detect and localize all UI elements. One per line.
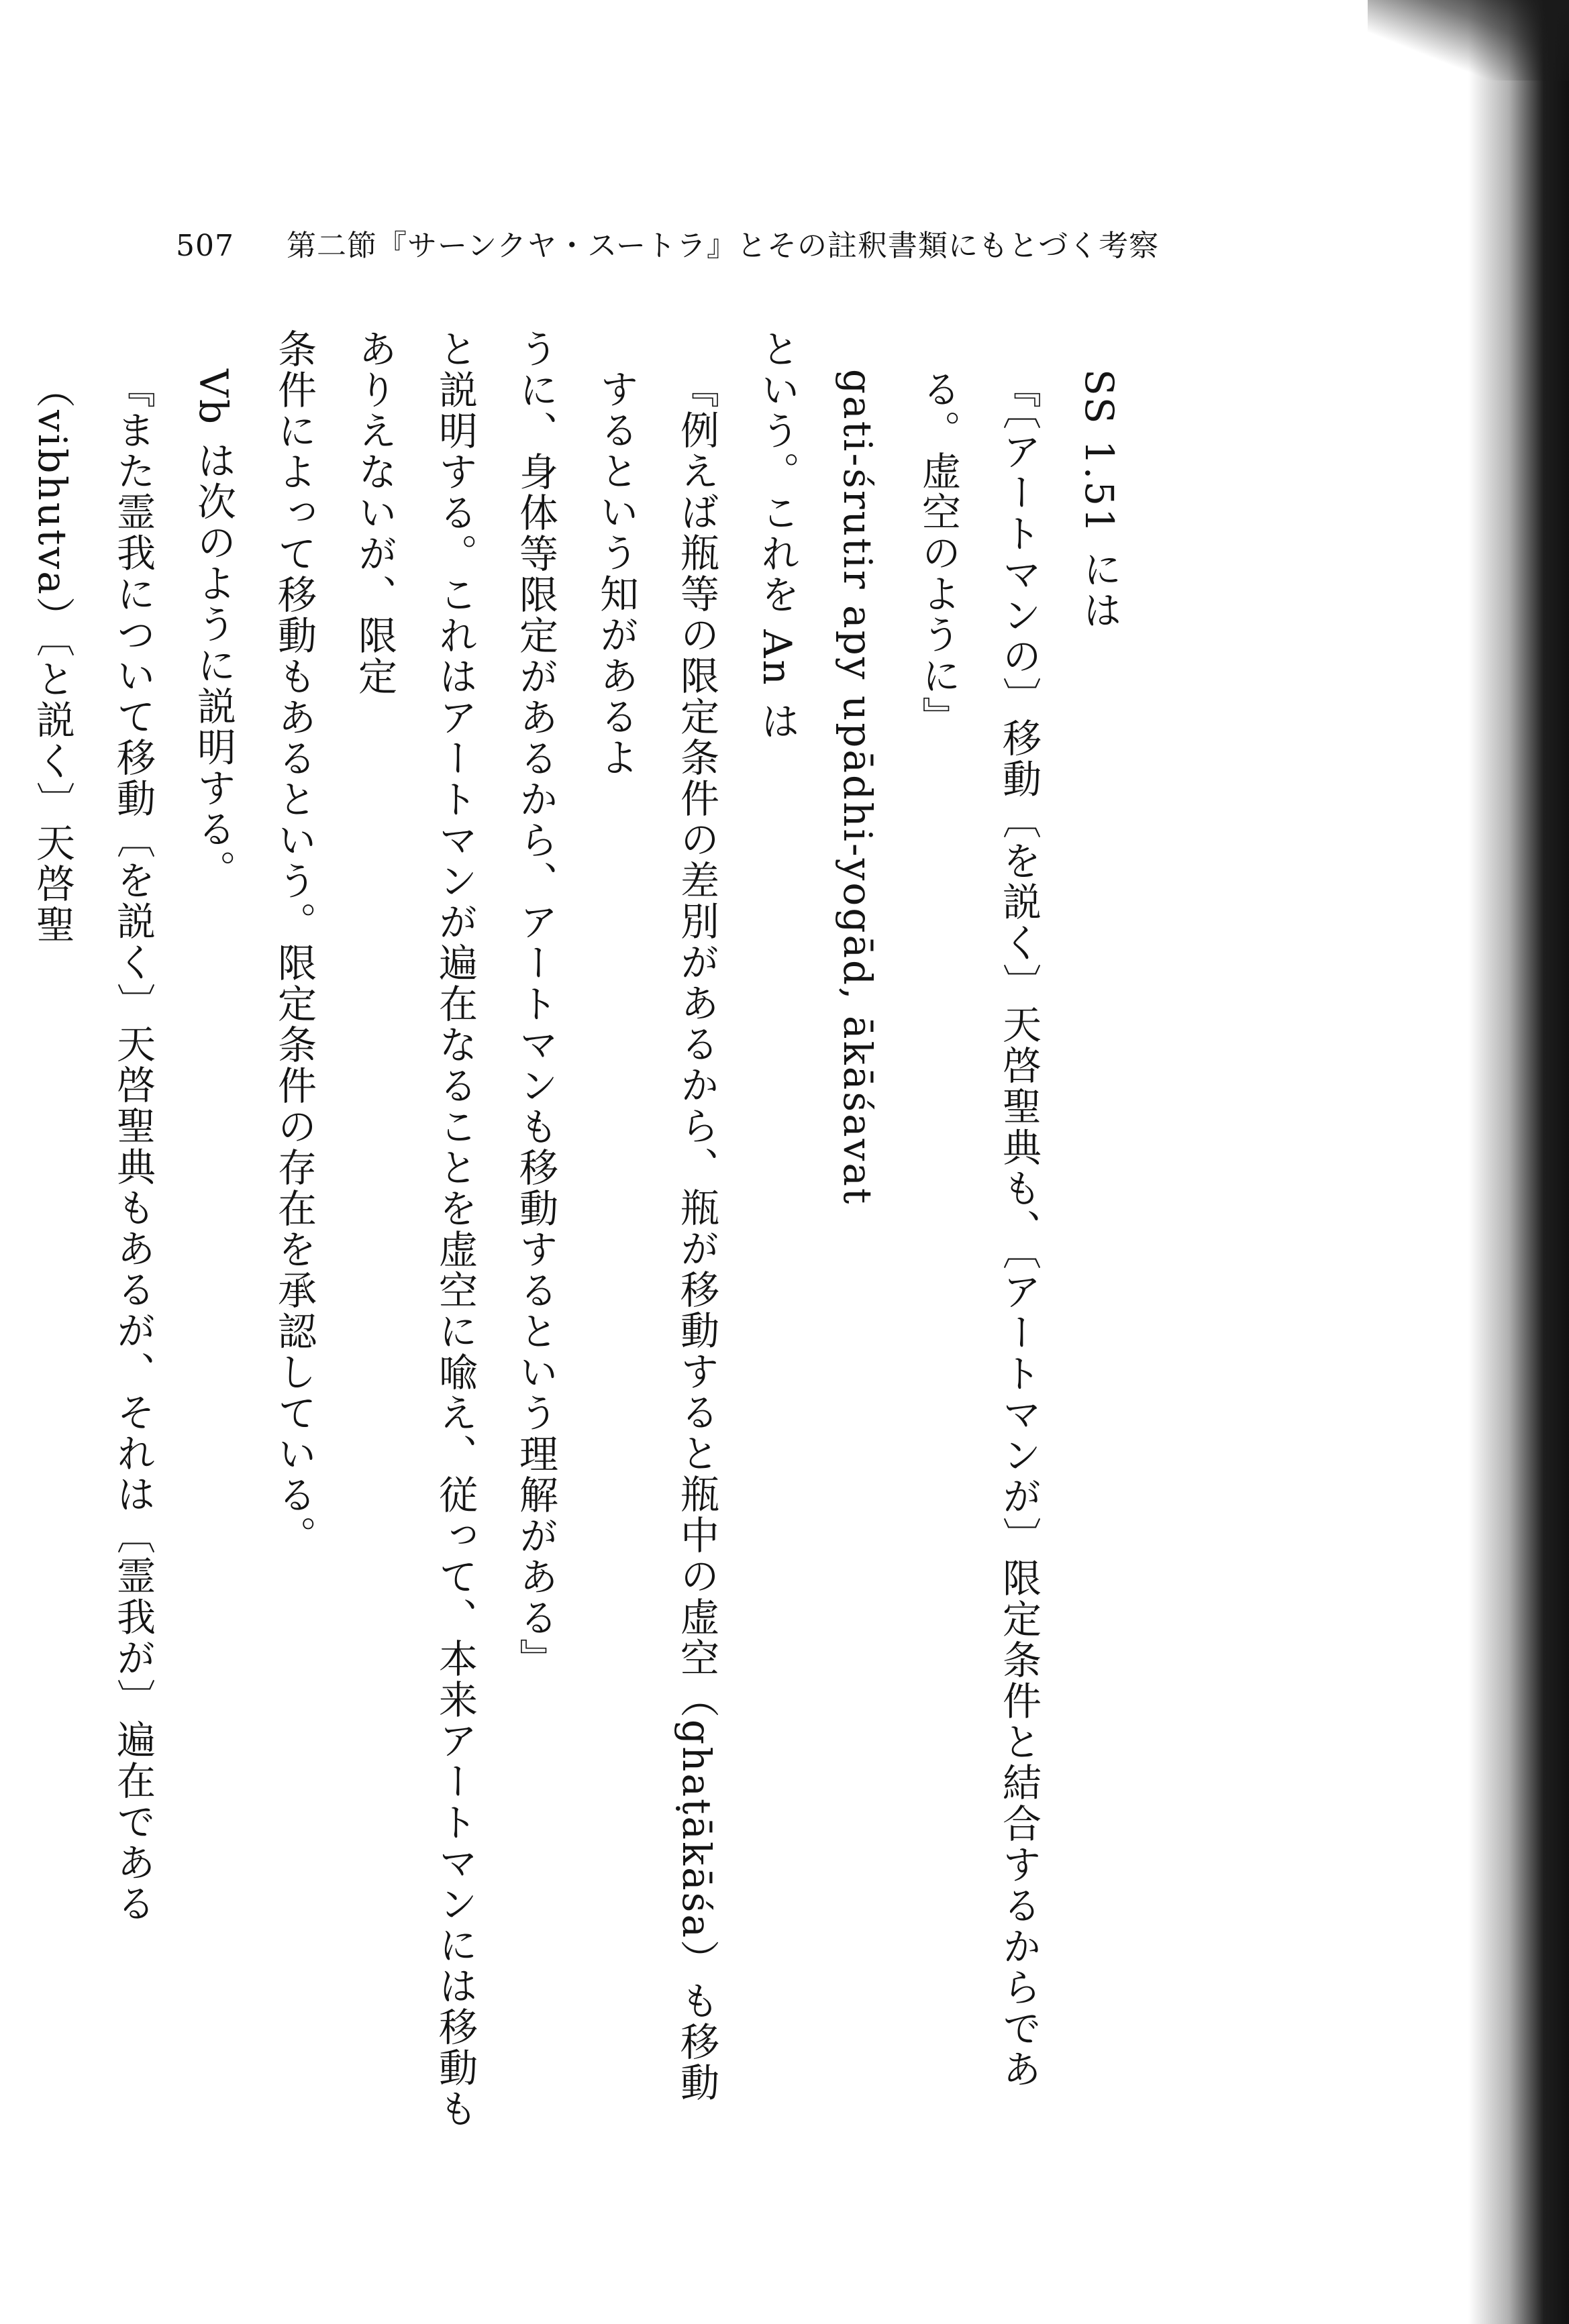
text-column: 『〔アートマンの〕移動〔を説く〕天啓聖典も、〔アートマンが〕限定条件と結合するからである。虚空のように』 [915, 369, 1042, 2090]
text-column: 条件によって移動もあるという。限定条件の存在を承認している。 [271, 329, 317, 1556]
text-column: 『また霊我について移動〔を説く〕天啓聖典もあるが、それは〔霊我が〕遍在である（vibhutva）〔と説く〕天啓聖 [30, 369, 156, 1924]
text-column [0, 329, 12, 2140]
text-column: Vb は次のように説明する。 [191, 369, 236, 891]
scan-shadow-corner [1368, 0, 1569, 81]
text-column: 『例えば瓶等の限定条件の差別があるから、瓶が移動すると瓶中の虚空（ghaṭākāśa）も移動するという知があるよ [593, 369, 719, 2104]
text-column: と説明する。これはアートマンが遍在なることを虚空に喩え、従って、本来アートマンには移動もありえないが、限定 [352, 329, 478, 2129]
scan-shadow-edge [1468, 0, 1569, 2324]
text-column: gati-śrutir apy upādhi-yogād, ākāśavat [835, 369, 880, 1206]
text-column: SS 1.51 には [1076, 369, 1122, 631]
page-number: 507 [176, 229, 234, 263]
vertical-body-text [0, 329, 1140, 2140]
running-title: 第二節『サーンクヤ・スートラ』とその註釈書類にもとづく考察 [286, 229, 1160, 263]
running-header [176, 221, 1159, 264]
text-column: という。これを An は [754, 329, 800, 743]
text-column: うに、身体等限定があるから、アートマンも移動するという理解がある』 [513, 329, 558, 1679]
